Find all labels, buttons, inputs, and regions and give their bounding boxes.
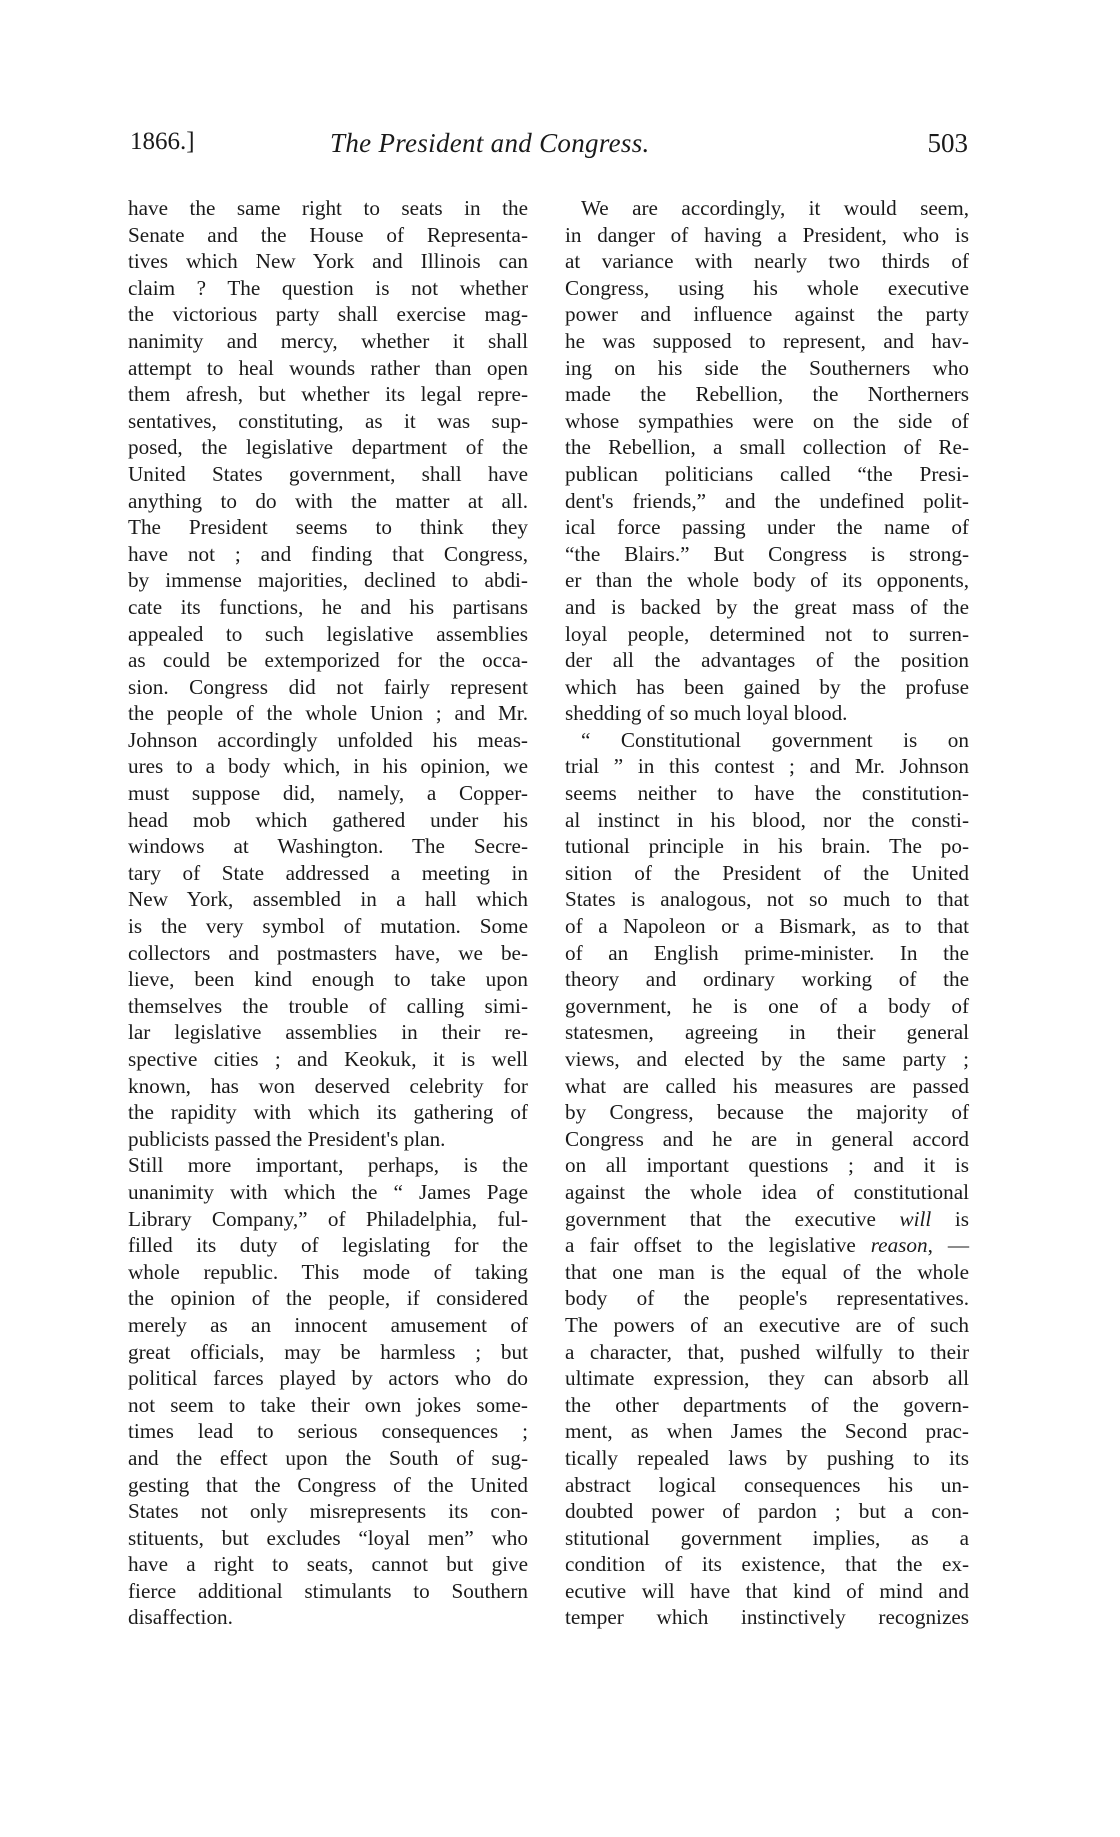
text-line: known, has won deserved celebrity for xyxy=(128,1073,528,1098)
text-line: must suppose did, namely, a Copper- xyxy=(128,781,528,806)
text-line: lieve, been kind enough to take upon xyxy=(128,967,528,992)
text-line: tary of State addressed a meeting in xyxy=(128,860,528,885)
text-line: the opinion of the people, if considered xyxy=(128,1286,528,1311)
text-line: the other departments of the govern- xyxy=(565,1392,969,1417)
text-line: Johnson accordingly unfolded his meas- xyxy=(128,727,528,752)
text-line: “ Constitutional government is on xyxy=(581,727,969,752)
text-line: ical force passing under the name of xyxy=(565,515,969,540)
text-line: shedding of so much loyal blood. xyxy=(565,701,848,726)
text-line: We are accordingly, it would seem, xyxy=(581,196,969,220)
text-line: great officials, may be harmless ; but xyxy=(128,1339,528,1364)
text-line: der all the advantages of the position xyxy=(565,648,969,673)
text-line: the victorious party shall exercise mag- xyxy=(128,302,528,327)
text-line: on all important questions ; and it is xyxy=(565,1153,969,1178)
text-line: a character, that, pushed wilfully to their xyxy=(565,1339,969,1364)
text-line: filled its duty of legislating for the xyxy=(128,1233,528,1258)
text-line: Congress, using his whole executive xyxy=(565,275,969,300)
text-line: fierce additional stimulants to Southern xyxy=(128,1578,528,1603)
header-date: 1866.] xyxy=(130,128,195,155)
text-line: tives which New York and Illinois can xyxy=(128,249,528,274)
text-line: statesmen, agreeing in their general xyxy=(565,1020,969,1045)
text-line: government, he is one of a body of xyxy=(565,993,969,1018)
text-line: tically repealed laws by pushing to its xyxy=(565,1445,969,1470)
text-line: appealed to such legislative assemblies xyxy=(128,621,528,646)
text-line: in danger of having a President, who is xyxy=(565,222,969,247)
text-line: ing on his side the Southerners who xyxy=(565,355,969,380)
text-line: by immense majorities, declined to abdi- xyxy=(128,568,528,593)
text-line: doubted power of pardon ; but a con- xyxy=(565,1499,969,1524)
text-line: sion. Congress did not fairly represent xyxy=(128,674,528,699)
text-line: of a Napoleon or a Bismark, as to that xyxy=(565,914,969,939)
text-line: ecutive will have that kind of mind and xyxy=(565,1578,969,1603)
text-line: views, and elected by the same party ; xyxy=(565,1047,969,1071)
text-line: whole republic. This mode of taking xyxy=(128,1259,528,1284)
text-line: that one man is the equal of the whole xyxy=(565,1259,969,1284)
running-title: The President and Congress. xyxy=(330,128,650,158)
text-line: loyal people, determined not to surren- xyxy=(565,621,969,646)
running-header xyxy=(130,128,968,168)
text-line: have a right to seats, cannot but give xyxy=(128,1552,528,1577)
text-line: head mob which gathered under his xyxy=(128,807,528,832)
text-line: lar legislative assemblies in their re- xyxy=(128,1020,528,1045)
text-line: what are called his measures are passed xyxy=(565,1073,969,1098)
text-line: sition of the President of the United xyxy=(565,860,969,885)
left-column xyxy=(128,195,528,1631)
text-line: Library Company,” of Philadelphia, ful- xyxy=(128,1206,528,1231)
text-line: attempt to heal wounds rather than open xyxy=(128,355,528,380)
text-line: theory and ordinary working of the xyxy=(565,967,969,992)
right-column xyxy=(565,195,969,1631)
text-line: windows at Washington. The Secre- xyxy=(128,834,528,859)
text-line: which has been gained by the profuse xyxy=(565,674,969,699)
text-line: and is backed by the great mass of the xyxy=(565,594,969,619)
text-line: publican politicians called “the Presi- xyxy=(565,461,969,486)
text-line: posed, the legislative department of the xyxy=(128,435,528,460)
text-line: States is analogous, not so much to that xyxy=(565,887,969,912)
text-line: temper which instinctively recognizes xyxy=(565,1605,969,1630)
text-line: States not only misrepresents its con- xyxy=(128,1499,528,1524)
text-line: al instinct in his blood, nor the consti- xyxy=(565,807,969,832)
text-line: United States government, shall have xyxy=(128,461,528,486)
text-line: stituents, but excludes “loyal men” who xyxy=(128,1525,528,1550)
text-line: as could be extemporized for the occa- xyxy=(128,648,528,673)
text-line: themselves the trouble of calling simi- xyxy=(128,993,528,1018)
text-line: spective cities ; and Keokuk, it is well xyxy=(128,1047,528,1071)
text-line: the people of the whole Union ; and Mr. xyxy=(128,701,528,726)
text-line: New York, assembled in a hall which xyxy=(128,887,528,912)
text-line: er than the whole body of its opponents, xyxy=(565,568,969,593)
text-line: have not ; and finding that Congress, xyxy=(128,541,528,566)
text-line: them afresh, but whether its legal repre- xyxy=(128,382,528,407)
text-line: he was supposed to represent, and hav- xyxy=(565,328,969,353)
text-line: gesting that the Congress of the United xyxy=(128,1472,528,1497)
text-line: ures to a body which, in his opinion, we xyxy=(128,754,528,779)
text-line: government that the executive will is xyxy=(565,1206,969,1231)
text-line: condition of its existence, that the ex- xyxy=(565,1552,969,1577)
text-line: collectors and postmasters have, we be- xyxy=(128,940,528,965)
text-line: claim ? The question is not whether xyxy=(128,275,528,300)
text-line: Senate and the House of Representa- xyxy=(128,222,528,247)
text-line: anything to do with the matter at all. xyxy=(128,488,528,513)
text-line: merely as an innocent amusement of xyxy=(128,1312,528,1337)
text-line: and the effect upon the South of sug- xyxy=(128,1445,528,1470)
page-number: 503 xyxy=(927,128,968,158)
text-line: have the same right to seats in the xyxy=(128,196,528,220)
text-line: of an English prime-minister. In the xyxy=(565,940,969,965)
text-line: dent's friends,” and the undefined polit- xyxy=(565,488,969,513)
text-line: nanimity and mercy, whether it shall xyxy=(128,328,528,353)
text-line: ment, as when James the Second prac- xyxy=(565,1419,969,1444)
text-line: seems neither to have the constitution- xyxy=(565,781,969,806)
text-line: not seem to take their own jokes some- xyxy=(128,1392,528,1417)
text-line: ultimate expression, they can absorb all xyxy=(565,1366,969,1391)
text-line: trial ” in this contest ; and Mr. Johnson xyxy=(565,754,969,779)
text-line: “the Blairs.” But Congress is strong- xyxy=(565,541,969,566)
text-line: is the very symbol of mutation. Some xyxy=(128,914,528,939)
text-line: Congress and he are in general accord xyxy=(565,1126,969,1151)
text-line: made the Rebellion, the Northerners xyxy=(565,382,969,407)
text-line: against the whole idea of constitutional xyxy=(565,1179,969,1204)
text-line: sentatives, constituting, as it was sup- xyxy=(128,408,528,433)
text-line: The President seems to think they xyxy=(128,515,528,540)
text-line: the Rebellion, a small collection of Re- xyxy=(565,435,969,460)
text-line: cate its functions, he and his partisans xyxy=(128,594,528,619)
text-line: abstract logical consequences his un- xyxy=(565,1472,969,1497)
text-line: body of the people's representatives. xyxy=(565,1286,969,1311)
text-line: disaffection. xyxy=(128,1605,233,1630)
text-line: whose sympathies were on the side of xyxy=(565,408,969,433)
text-line: tutional principle in his brain. The po- xyxy=(565,834,969,859)
text-line: The powers of an executive are of such xyxy=(565,1312,969,1337)
text-line: publicists passed the President's plan. xyxy=(128,1126,446,1151)
text-line: Still more important, perhaps, is the xyxy=(128,1153,528,1178)
text-line: at variance with nearly two thirds of xyxy=(565,249,969,274)
text-line: power and influence against the party xyxy=(565,302,969,327)
text-line: by Congress, because the majority of xyxy=(565,1100,969,1125)
text-line: times lead to serious consequences ; xyxy=(128,1419,528,1444)
text-line: a fair offset to the legislative reason, — xyxy=(565,1233,970,1258)
text-line: political farces played by actors who do xyxy=(128,1366,528,1391)
text-line: the rapidity with which its gathering of xyxy=(128,1100,528,1125)
text-line: unanimity with which the “ James Page xyxy=(128,1179,528,1204)
text-line: stitutional government implies, as a xyxy=(565,1525,969,1550)
